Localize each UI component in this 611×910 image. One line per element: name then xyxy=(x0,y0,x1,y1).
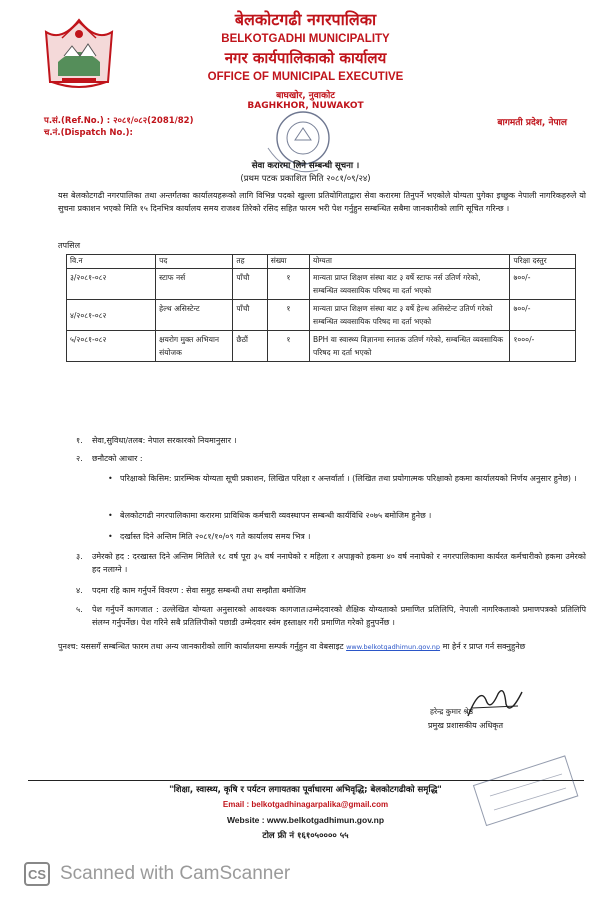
table-row xyxy=(67,331,576,362)
cell-count: १ xyxy=(267,269,309,300)
notice-title: सेवा करारमा लिने सम्बन्धी सूचना । xyxy=(251,161,360,171)
website-link[interactable]: www.belkotgadhimun.gov.np xyxy=(346,643,441,651)
condition-number: २. xyxy=(76,454,83,463)
address-en: BAGHKHOR, NUWAKOT xyxy=(247,101,364,111)
signatory-name: हरेन्द्र कुमार श्रेष्ठ xyxy=(430,707,474,716)
col-header-qualification: योग्यता xyxy=(310,255,510,269)
signature-scribble xyxy=(460,682,530,724)
cell-post: हेल्थ असिस्टेन्ट xyxy=(156,300,233,331)
intro-paragraph: यस बेलकोटगढी नगरपालिका तथा अन्तर्गतका कार्यालयहरूको लागि विभिन्न पदको खुल्ला प्रतियोगिताद्वारा सेवा करारमा तिनुपर्ने भएकोले योग्यता पुगेका इच्छुक नेपाली नागरिकहरुले यो सुचना प्रकाशन भएको मिति १५ दिनभित्र कार्यालय समय राजश्व तिरेको रसिद सहित फारम भरी पेश गर्नुहुन सम्बन्धित सबैमा जानकारीको लागि सूचित गरिन्छ । xyxy=(58,191,586,213)
condition-number: ५. xyxy=(76,605,83,614)
cell-qualification: BPH वा स्वास्थ्य विज्ञानमा स्नातक उतिर्ण गरेको, सम्बन्धित व्यवसायिक परिषद मा दर्ता भएको xyxy=(310,331,510,362)
cell-count: १ xyxy=(267,331,309,362)
condition-number: ४. xyxy=(76,586,83,595)
col-header-count: संख्या xyxy=(267,255,309,269)
footer-tollfree: टोल फ्री नं १६१०५०००० ५५ xyxy=(262,831,349,841)
cell-level: पाँचौ xyxy=(233,269,267,300)
col-header-post: पद xyxy=(156,255,233,269)
condition-number: १. xyxy=(76,436,83,445)
cell-qualification: मान्यता प्राप्त शिक्षण संस्था बाट ३ वर्षे हेल्थ असिस्टेन्ट उतिर्ण गरेको सम्बन्धित व्यवसायिक परिषद मा दर्ता भएको xyxy=(310,300,510,331)
ref-number: प.सं.(Ref.No.) : २०८१/०८२(2081/82) xyxy=(44,116,194,126)
footer-email[interactable]: Email : belkotgadhinagarpalika@gmail.com xyxy=(222,800,389,809)
cell-no: ३/२०८१-०८२ xyxy=(67,269,156,300)
reference-block xyxy=(44,115,193,139)
bullet-text: दर्खास्त दिने अन्तिम मिति २०८१/१०/०९ गते कार्यालय समय भित्र । xyxy=(120,532,311,541)
municipality-name-en: BELKOTGADHI MUNICIPALITY xyxy=(221,33,390,45)
cell-fee: १०००/- xyxy=(510,331,576,362)
office-name-en: OFFICE OF MUNICIPAL EXECUTIVE xyxy=(207,71,404,83)
bullet-text: परिक्षाको किसिम: प्रारम्भिक योग्यता सूची प्रकाशन, लिखित परिक्षा र अन्तर्वार्ता । (लिखित तथा प्रयोगात्मक परिक्षाको हकमा कार्यालयको निर्णय अनुसार हुनेछ) । xyxy=(120,474,577,483)
condition-text: पेश गर्नुपर्ने कागजात : उल्लेखित योग्यता अनुसारको आवश्यक कागजात।उम्मेदवारको शैक्षिक योग्यताको प्रमाणित प्रतिलिपि, नेपाली नागरिकताको प्रमाणपत्रको प्रतिलिपि संलग्न गर्नुपर्नेछ। पेश गरिने सबै प्रतिलिपीको पछाडी उम्मेदवार स्वंम हस्ताक्षर गरी प्रमाणित गरेको हुनुपर्नेछ । xyxy=(92,605,586,627)
condition-text: छनौटको आधार : xyxy=(92,454,143,463)
dispatch-number: च.नं.(Dispatch No.): xyxy=(44,128,133,138)
province-label: बागमती प्रदेश, नेपाल xyxy=(497,118,567,128)
table-header-row xyxy=(67,255,576,269)
notice-page: बेलकोटगढी नगरपालिका BELKOTGADHI MUNICIPALITY नगर कार्यपालिकाको कार्यालय OFFICE OF MUNICIPAL EXECUTIVE बाघखोर, नुवाकोट BAGHKHOR, NUWAKOT प.सं.(Ref.No.) : २०८१/०८२(2081/82) च.नं.(Dispatch No.): बागमती प्रदेश, नेपाल सेवा करारमा लिने सम्बन्धी सूचना । (प्रथम पटक प्रकाशित मिति २०८१/०९/२४) यस बेलकोटगढी नगरपालिका तथा अन्तर्गतका कार्यालयहरूको लागि विभिन्न पदको खुल्ला प्रतियोगिताद्वारा सेवा करारमा तिनुपर्ने भएकोले योग्यता पुगेका इच्छुक नेपाली नागरिकहरुले यो सुचना प्रकाशन भएको मिति १५ दिनभित्र कार्यालय समय राजश्व तिरेको रसिद सहित फारम भरी पेश गर्नुहुन सम्बन्धित सबैमा जानकारीको लागि सूचित गरिन्छ । तपसिल वि.न पद तह संख्या योग्यता परिक्षा दस्तुर ३/२०८१-०८२ स्टाफ नर्स पाँचौ १ मान्यता प्राप्त शिक्षण संस्था बाट ३ वर्षे स्टाफ नर्स उतिर्ण गरेको, सम्बन्धित व्यवसायिक परिषद मा दर्ता भएको ७००/- ४/२०८१-०८२ हेल्थ असिस्टेन्ट पाँचौ १ मान्यता प्राप्त शिक्षण संस्था बाट ३ वर्षे हेल्थ असिस्टेन्ट उतिर्ण गरेको सम्बन्धित व्यवसायिक परिषद मा दर्ता भएको ७००/- ५/२०८१-०८२ क्षयरोग मुक्त अभियान संयोजक छैठौं १ BPH वा स्वास्थ्य विज्ञानमा स्नातक उतिर्ण गरेको, सम्बन्धित व्यवसायिक परिषद मा दर्ता भएको १०००/- १. सेवा,सुविधा/तलब: नेपाल सरकारको नियमानुसार । २. छनौटको आधार : • परिक्षाको किसिम: प्रारम्भिक योग्यता सूची प्रकाशन, लिखित परिक्षा र अन्तर्वार्ता । (लिखित तथा प्रयोगात्मक परिक्षाको हकमा कार्यालयको निर्णय अनुसार हुनेछ) । • बेलकोटगढी नगरपालिकामा करारमा प्राविधिक कर्मचारी व्यवस्थापन सम्बन्धी कार्यविधि २०७५ बमोजिम हुनेछ । • दर्खास्त दिने अन्तिम मिति २०८१/१०/०९ गते कार्यालय समय भित्र । ३. उमेरको हद : दरखास्त दिने अन्तिम मितिले १८ वर्ष पूरा ३५ वर्ष ननाघेको र महिला र अपाङ्गको हकमा ४० वर्ष ननाघेको र नगरपालिकामा कार्यरत कर्मचारीको हकमा उमेरको हद नलाग्ने । ४. पदमा रहि काम गर्नुपर्ने विवरण : सेवा समुह सम्बन्धी तथा सम्झौता बमोजिम ५. पेश गर्नुपर्ने कागजात : उल्लेखित योग्यता अनुसारको आवश्यक कागजात।उम्मेदवारको शैक्षिक योग्यताको प्रमाणित प्रतिलिपि, नेपाली नागरिकताको प्रमाणपत्रको प्रतिलिपि संलग्न गर्नुपर्नेछ। पेश गरिने सबै प्रतिलिपीको पछाडी उम्मेदवार स्वंम हस्ताक्षर गरी प्रमाणित गरेको हुनुपर्नेछ । पुनश्च: यससगँ सम्बन्धित फारम तथा अन्य जानकारीको लागि कार्यालयमा सम्पर्क गर्नुहुन वा वेबसाइट www.belkotgadhimun.gov.np मा हेर्न र प्राप्त गर्न सक्नुहुनेछ हरेन्द्र कुमार श्रेष्ठ प्रमुख प्रशासकीय अधिकृत "शिक्षा, स्वास्थ्य, कृषि र पर्यटन लगायतका पूर्वाधारमा अभिवृद्धि; बेलकोटगढीको समृद्धि" Email : belkotgadhinagarpalika@gmail.com Website : www.belkotgadhimun.gov.np टोल फ्री नं १६१०५०००० ५५ CS Scanned with CamScanner xyxy=(0,0,611,910)
cell-post: क्षयरोग मुक्त अभियान संयोजक xyxy=(156,331,233,362)
cell-level: छैठौं xyxy=(233,331,267,362)
cell-qualification: मान्यता प्राप्त शिक्षण संस्था बाट ३ वर्षे स्टाफ नर्स उतिर्ण गरेको, सम्बन्धित व्यवसायिक परिषद मा दर्ता भएको xyxy=(310,269,510,300)
condition-text: पदमा रहि काम गर्नुपर्ने विवरण : सेवा समुह सम्बन्धी तथा सम्झौता बमोजिम xyxy=(92,586,306,595)
cell-level: पाँचौ xyxy=(233,300,267,331)
condition-number: ३. xyxy=(76,552,83,561)
bullet-text: बेलकोटगढी नगरपालिकामा करारमा प्राविधिक कर्मचारी व्यवस्थापन सम्बन्धी कार्यविधि २०७५ बमोजिम हुनेछ । xyxy=(120,511,432,520)
postscript-note xyxy=(58,640,586,654)
col-header-fee: परिक्षा दस्तुर xyxy=(510,255,576,269)
cell-fee: ७००/- xyxy=(510,300,576,331)
cell-fee: ७००/- xyxy=(510,269,576,300)
table-row xyxy=(67,300,576,331)
col-header-level: तह xyxy=(233,255,267,269)
cell-no: ४/२०८१-०८२ xyxy=(67,300,156,331)
note-text: पुनश्च: यससगँ सम्बन्धित फारम तथा अन्य जानकारीको लागि कार्यालयमा सम्पर्क गर्नुहुन वा वेबसाइट xyxy=(58,642,344,651)
signatory-title: प्रमुख प्रशासकीय अधिकृत xyxy=(428,721,504,730)
municipality-name-np: बेलकोटगढी नगरपालिका xyxy=(234,10,377,29)
camscanner-logo: CS xyxy=(24,862,50,886)
table-row xyxy=(67,269,576,300)
col-header-no: वि.न xyxy=(67,255,156,269)
condition-text: उमेरको हद : दरखास्त दिने अन्तिम मितिले १८ वर्ष पूरा ३५ वर्ष ननाघेको र महिला र अपाङ्गको हकमा ४० वर्ष ननाघेको र नगरपालिकामा कार्यरत कर्मचारीको हकमा उमेरको हद नलाग्ने । xyxy=(92,552,586,574)
cell-count: १ xyxy=(267,300,309,331)
table-heading: तपसिल xyxy=(58,241,81,250)
footer-slogan: "शिक्षा, स्वास्थ्य, कृषि र पर्यटन लगायतका पूर्वाधारमा अभिवृद्धि; बेलकोटगढीको समृद्धि" xyxy=(169,785,442,795)
office-name-np: नगर कार्यपालिकाको कार्यालय xyxy=(224,49,387,67)
camscanner-watermark xyxy=(24,862,290,886)
note-text-end: मा हेर्न र प्राप्त गर्न सक्नुहुनेछ xyxy=(442,642,526,651)
address-np: बाघखोर, नुवाकोट xyxy=(276,91,335,101)
cell-post: स्टाफ नर्स xyxy=(156,269,233,300)
vacancy-table xyxy=(66,254,576,362)
publish-date: (प्रथम पटक प्रकाशित मिति २०८१/०९/२४) xyxy=(240,174,371,184)
camscanner-text: Scanned with CamScanner xyxy=(60,863,291,884)
cell-no: ५/२०८१-०८२ xyxy=(67,331,156,362)
footer-website[interactable]: Website : www.belkotgadhimun.gov.np xyxy=(226,815,385,825)
condition-text: सेवा,सुविधा/तलब: नेपाल सरकारको नियमानुसार । xyxy=(92,436,237,445)
